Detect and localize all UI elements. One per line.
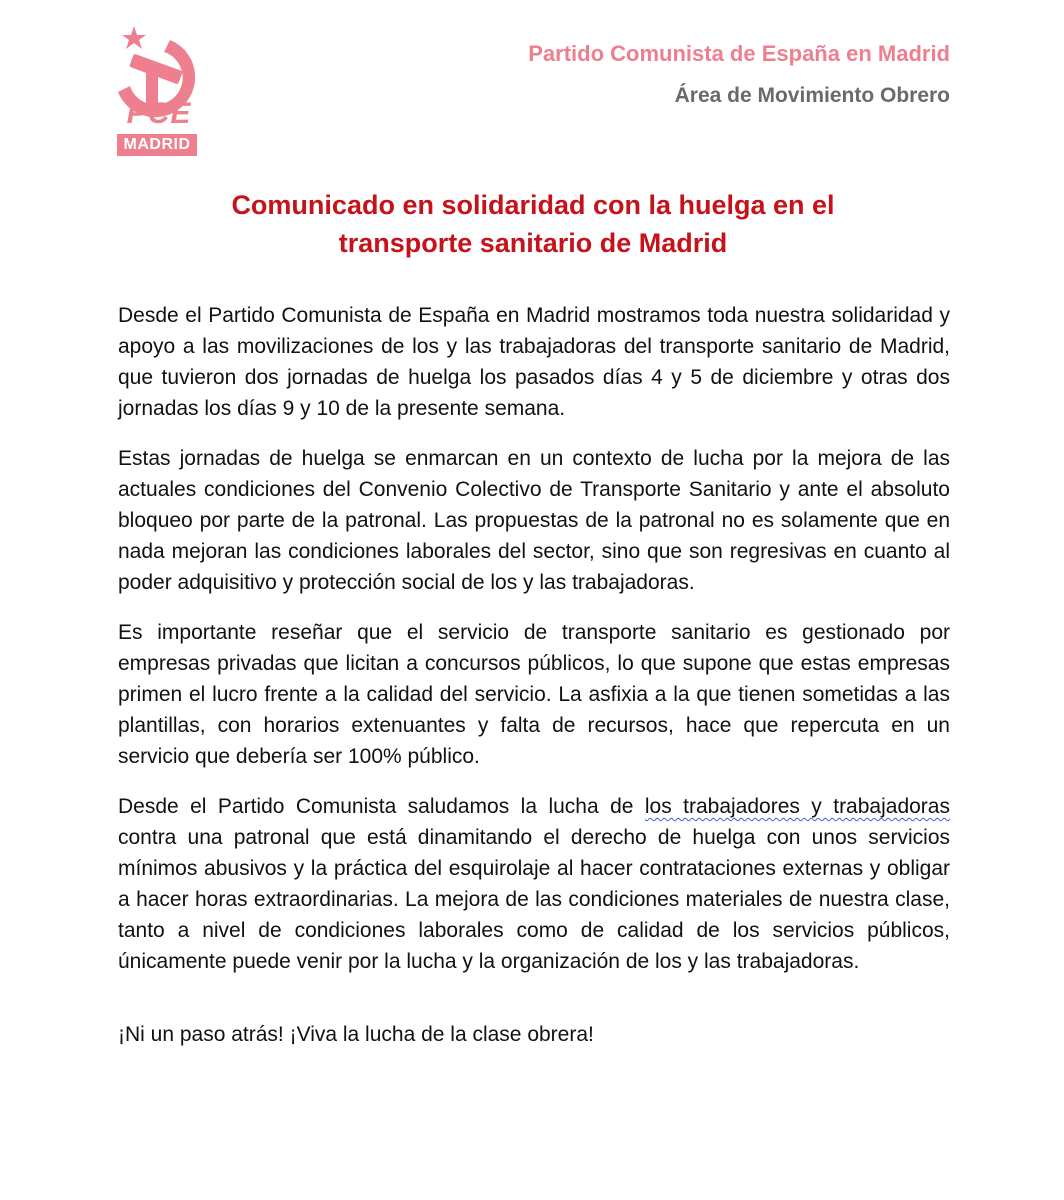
title-line-1: Comunicado en solidaridad con la huelga en el [231,190,835,220]
paragraph-1: Desde el Partido Comunista de España en Madrid mostramos toda nuestra solidaridad y apoyo a las movilizaciones de los y las trabajadoras del transporte sanitario de Madrid, que tuvieron dos jornadas de huelga los pasados días 4 y 5 de diciembre y otras dos jornadas los días 9 y 10 de la presente semana. [118,304,950,420]
paragraph-2: Estas jornadas de huelga se enmarcan en un contexto de lucha por la mejora de las actuales condiciones del Convenio Colectivo de Transporte Sanitario y ante el absoluto bloqueo por parte de la patronal. Las propuestas de la patronal no es solamente que en nada mejoran las condiciones laborales del sector, sino que son regresivas en cuanto al poder adquisitivo y protección social de los y las trabajadoras. [118,447,950,594]
logo-badge: MADRID [117,134,197,156]
closing-slogan: ¡Ni un paso atrás! ¡Viva la lucha de la clase obrera! [118,1023,594,1046]
paragraph-3: Es importante reseñar que el servicio de transporte sanitario es gestionado por empresas privadas que licitan a concursos públicos, lo que supone que estas empresas primen el lucro frente a la calidad del servicio. La asfixia a la que tienen sometidas a las plantillas, con horarios extenuantes y falta de recursos, hace que repercuta en un servicio que debería ser 100% público. [118,621,950,768]
title-line-2: transporte sanitario de Madrid [338,228,728,258]
organization-name: Partido Comunista de España en Madrid [528,41,950,66]
spellcheck-underlined-text: los trabajadores y trabajadoras [644,795,950,818]
area-name: Área de Movimiento Obrero [674,84,950,107]
pce-madrid-logo [100,22,215,157]
document-header [528,40,950,110]
paragraph-4 [118,791,950,977]
logo-letters: PCE [126,97,192,130]
paragraph-4-start: Desde el Partido Comunista saludamos la lucha de [118,795,645,818]
document-body [118,300,950,1069]
page-title [118,186,948,262]
paragraph-4-end: contra una patronal que está dinamitando el derecho de huelga con unos servicios mínimos abusivos y la práctica del esquirolaje al hacer contrataciones externas y obligar a hacer horas extraordinarias. La mejora de las condiciones materiales de nuestra clase, tanto a nivel de condiciones laborales como de calidad de los servicios públicos, únicamente puede venir por la lucha y la organización de los y las trabajadoras. [118,826,950,973]
